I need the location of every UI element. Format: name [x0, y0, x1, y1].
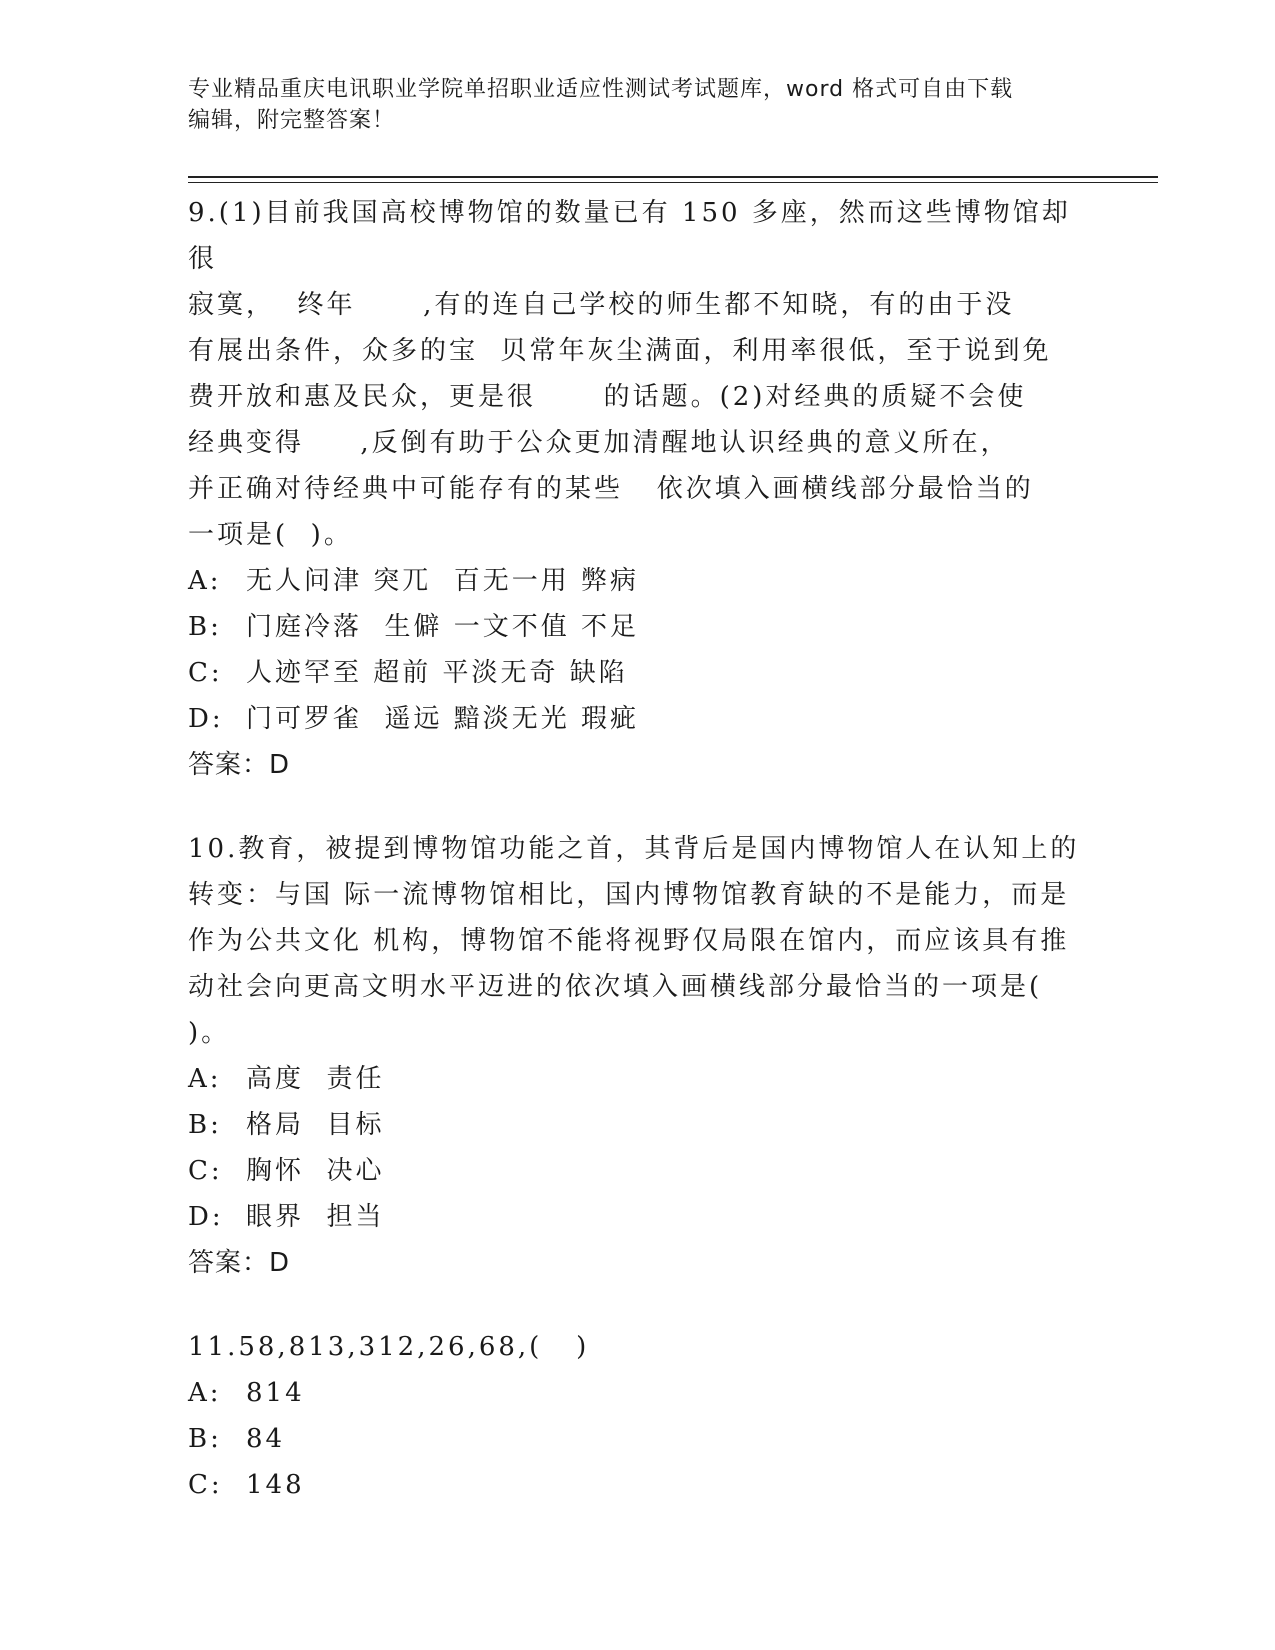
option-letter: C: [188, 658, 223, 688]
option-letter: B: [188, 612, 222, 642]
question-line: 作为公共文化 机构，博物馆不能将视野仅局限在馆内，而应该具有推 [188, 926, 1070, 956]
answer: 答案：D [188, 750, 291, 780]
option-b [188, 604, 1088, 650]
option-text: 胸怀 决心 [246, 1156, 385, 1186]
document-header [188, 74, 1088, 136]
question-line: 寂寞， 终年 ,有的连自己学校的师生都不知晓，有的由于没 [188, 290, 1015, 320]
question-line: 有展出条件，众多的宝 贝常年灰尘满面，利用率很低，至于说到免 [188, 336, 1052, 366]
option-c [188, 1148, 1088, 1194]
question-line: 一项是( )。 [188, 520, 353, 550]
option-b [188, 1416, 1088, 1462]
option-text: 814 [246, 1378, 305, 1408]
header-line-1: 专业精品重庆电讯职业学院单招职业适应性测试考试题库，word 格式可自由下载 [188, 77, 1014, 102]
option-text: 148 [246, 1470, 305, 1500]
header-rule-thick [188, 176, 1158, 178]
option-text: 高度 责任 [246, 1064, 385, 1094]
question-line: 11.58,813,312,26,68,( ) [188, 1332, 590, 1362]
option-a [188, 1370, 1088, 1416]
question-line: 9.(1)目前我国高校博物馆的数量已有 150 多座，然而这些博物馆却很 [188, 198, 1071, 274]
option-letter: D: [188, 704, 224, 734]
option-text: 格局 目标 [246, 1110, 385, 1140]
option-c [188, 650, 1088, 696]
question-line: 动社会向更高文明水平迈进的依次填入画横线部分最恰当的一项是( [188, 972, 1043, 1002]
question-line: 10.教育，被提到博物馆功能之首，其背后是国内博物馆人在认知上的 [188, 834, 1080, 864]
questions-container [188, 190, 1088, 1546]
option-letter: B: [188, 1424, 222, 1454]
option-text: 眼界 担当 [246, 1202, 385, 1232]
option-text: 门庭冷落 生僻 一文不值 不足 [246, 612, 640, 642]
question-line: )。 [188, 1018, 231, 1048]
option-c [188, 1462, 1088, 1508]
option-text: 无人问津 突兀 百无一用 弊病 [246, 566, 640, 596]
option-d [188, 696, 1088, 742]
option-letter: A: [188, 566, 222, 596]
option-a [188, 558, 1088, 604]
option-letter: C: [188, 1156, 223, 1186]
question-line: 经典变得 ,反倒有助于公众更加清醒地认识经典的意义所在， [188, 428, 1010, 458]
option-d [188, 1194, 1088, 1240]
question-line: 并正确对待经典中可能存有的某些 依次填入画横线部分最恰当的 [188, 474, 1034, 504]
header-rule-thin [188, 182, 1158, 183]
option-text: 人迹罕至 超前 平淡无奇 缺陷 [246, 658, 628, 688]
option-b [188, 1102, 1088, 1148]
option-letter: D: [188, 1202, 224, 1232]
question-10 [188, 826, 1088, 1286]
option-text: 门可罗雀 遥远 黯淡无光 瑕疵 [246, 704, 640, 734]
option-letter: A: [188, 1064, 222, 1094]
question-line: 费开放和惠及民众，更是很 的话题。(2)对经典的质疑不会使 [188, 382, 1027, 412]
question-9 [188, 190, 1088, 788]
option-letter: A: [188, 1378, 222, 1408]
answer: 答案：D [188, 1248, 291, 1278]
question-11 [188, 1324, 1088, 1508]
option-a [188, 1056, 1088, 1102]
option-letter: C: [188, 1470, 223, 1500]
option-letter: B: [188, 1110, 222, 1140]
option-text: 84 [246, 1424, 286, 1454]
question-line: 转变：与国 际一流博物馆相比，国内博物馆教育缺的不是能力，而是 [188, 880, 1070, 910]
header-line-2: 编辑，附完整答案！ [188, 108, 396, 133]
